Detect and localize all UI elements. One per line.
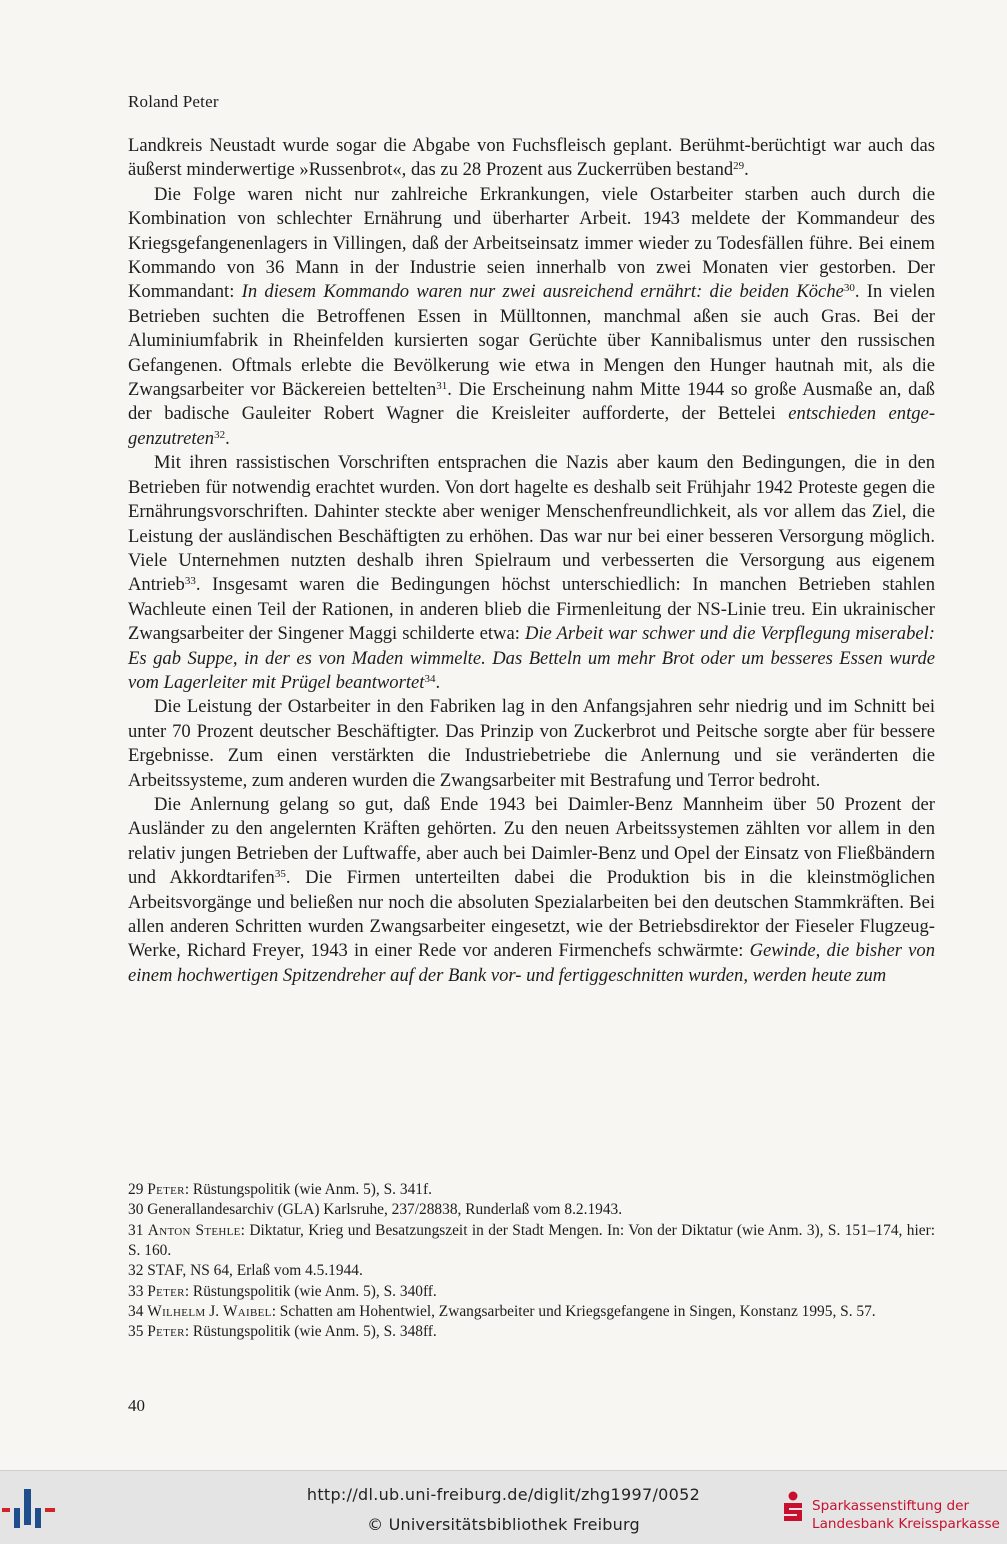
text-run: 35	[128, 1323, 148, 1341]
footnotes	[128, 1180, 935, 1343]
sparkasse-logo-icon	[780, 1491, 806, 1525]
text-run: . Die Erscheinung nahm Mitte 1944 so große Ausmaße an, daß der badische Gauleiter Robert Wagner die Kreisleiter aufforderte, der Bettelei	[128, 379, 935, 425]
footnote-ref: 29	[733, 160, 745, 173]
footnote-ref: 30	[843, 282, 855, 295]
text-run: 33	[128, 1282, 148, 1300]
permalink-url[interactable]: http://dl.ub.uni-freiburg.de/diglit/zhg1997/0052	[306, 1485, 701, 1504]
footnote	[128, 1302, 935, 1322]
text-run: .	[225, 427, 230, 449]
footnote-ref: 35	[274, 868, 286, 881]
author-name: Peter	[147, 1181, 185, 1198]
text-run: Die Anlernung gelang so gut, daß Ende 1943 bei Daimler-Benz Mannheim über 50 Prozent der Ausländer zu den angelernten Kräften gehörten. Zu den neuen Arbeitssystemen zählten vor allem in den relativ jungen Betrieben der Luftwaffe, aber auch bei Daimler-Benz und Opel der Einsatz von Fließbändern und Akkordtarifen	[128, 793, 935, 889]
text-run: Die Folge waren nicht nur zahlreiche Erkrankungen, viele Ostarbeiter starben auch durch die Kombination von schlechter Ernährung und überharter Arbeit. 1943 meldete der Kommandeur des Kriegsgefangenenlagers in Villingen, daß der Arbeitseinsatz immer wieder zu Todesfällen führe. Bei einem Kommando von 36 Mann in der Industrie seien innerhalb von zwei Monaten vier gestorben. Der Kommandant:	[128, 183, 935, 303]
text-run: 34	[128, 1302, 148, 1320]
text-run: .	[744, 159, 749, 181]
text-run: : Rüstungspolitik (wie Anm. 5), S. 340ff.	[184, 1282, 437, 1300]
footnote	[128, 1282, 935, 1302]
body-text	[128, 134, 935, 988]
author-name: Peter	[147, 1282, 185, 1300]
sponsor-line-2: Landesbank Kreissparkasse	[812, 1516, 1000, 1532]
footnote	[128, 1221, 935, 1261]
footnote-ref: 32	[214, 428, 226, 441]
author-name: Anton Stehle	[147, 1221, 241, 1239]
author-name: Waibel	[222, 1302, 272, 1320]
footnote-ref: 33	[184, 575, 196, 588]
paragraph	[128, 451, 935, 695]
text-run: . Die Firmen unterteilten dabei die Produktion bis in die kleinstmöglichen Arbeitsvorgänge und beließen nur noch die absoluten Spezialarbeiten bei den deutschen Stammkräften. Bei allen anderen Schritten wurden Zwangsarbeiter eingesetzt, wie der Betriebsdirektor der Fieseler Flugzeug-Werke, Richard Freyer, 1943 in einer Rede vor anderen Firmenchefs schwärmte:	[128, 867, 935, 962]
paragraph	[128, 695, 935, 793]
copyright-notice: © Universitätsbibliothek Freiburg	[367, 1515, 640, 1534]
footnote	[128, 1322, 935, 1342]
footnote	[128, 1200, 935, 1220]
quoted-text: In diesem Kommando waren nur zwei ausreichend ernährt: die beiden Köche	[241, 281, 844, 303]
text-run: : Schatten am Hohentwiel, Zwangsarbeiter und Kriegsgefangene in Singen, Konstanz 1995, S. 57.	[271, 1302, 876, 1320]
author-name: Peter	[147, 1323, 185, 1341]
author-name: Wilhelm	[147, 1302, 206, 1320]
quoted-text: Gewinde, die bisher von einem hochwertigen Spitzendreher auf der Bank vor- und fertiggeschnitten wurden, werden heute zum	[128, 940, 935, 986]
footnote	[128, 1180, 935, 1200]
page-number: 40	[128, 1396, 145, 1415]
text-run: 29	[128, 1181, 148, 1198]
text-run: : Rüstungspolitik (wie Anm. 5), S. 348ff.	[184, 1323, 437, 1341]
quoted-text: Die Arbeit war schwer und die Verpflegung miserabel: Es gab Suppe, in der es von Maden wimmelte. Das Betteln um mehr Brot oder um besseres Essen wurde vom Lagerleiter mit Prügel beantwortet	[128, 623, 935, 693]
text-run: 31	[128, 1221, 148, 1239]
footnote-ref: 34	[424, 672, 436, 685]
text-run: 32 STAF, NS 64, Erlaß vom 4.5.1944.	[128, 1262, 363, 1280]
text-run: Mit ihren rassistischen Vorschriften entsprachen die Nazis aber kaum den Bedingungen, die in den Betrieben für notwendig erachtet wurden. Von dort hagelte es deshalb seit Frühjahr 1942 Proteste gegen die Ernährungsvorschriften. Dahinter steckte aber weniger Menschenfreundlichkeit, als vor allem das Ziel, die Leistung der ausländischen Beschäftigten zu erhöhen. Das war nur bei einer besseren Versorgung möglich. Viele Unternehmen nutzten deshalb ihren Spielraum und verbesserten die Versorgung aus eigenem Antrieb	[128, 452, 935, 596]
text-run: J.	[205, 1302, 223, 1320]
text-run: Die Leistung der Ostarbeiter in den Fabriken lag in den Anfangsjahren sehr niedrig und im Schnitt bei unter 70 Prozent deutscher Beschäftigter. Das Prinzip von Zuckerbrot und Peitsche sorgte aber für bessere Ergebnisse. Zum einen verstärkten die Industriebetriebe die Anlernung und sie veränderten die Arbeitssysteme, zum anderen wurden die Zwangsarbeiter mit Bestrafung und Terror bedroht.	[128, 696, 935, 791]
text-run: . In vielen Betrieben suchten die Betroffenen Essen in Mülltonnen, manchmal aßen sie auch Gras. Bei der Aluminiumfabrik in Rheinfelden kursierten sogar Gerüchte über Kannibalismus unter den russischen Gefangenen. Oftmals erlebte die Bevölkerung wie etwa in Mengen den Hunger hautnah mit, als die Zwangsarbeiter vor Bäckereien bettelten	[128, 281, 935, 401]
paragraph	[128, 134, 935, 183]
text-run: 30 Generallandesarchiv (GLA) Karlsruhe, 237/28838, Runderlaß vom 8.2.1943.	[128, 1201, 623, 1219]
text-run: : Diktatur, Krieg und Besatzungszeit in der Stadt Mengen. In: Von der Diktatur (wie Anm. 3), S. 151–174, hier: S. 160.	[128, 1221, 936, 1259]
text-run: . Insgesamt waren die Bedingungen höchst unterschiedlich: In manchen Betrieben stahlen Wachleute einen Teil der Rationen, in anderen blieb die Firmenleitung der NS-Linie treu. Ein ukrainischer Zwangsarbeiter der Singener Maggi schilderte etwa:	[128, 574, 935, 645]
paragraph	[128, 793, 935, 988]
text-run: Landkreis Neustadt wurde sogar die Abgabe von Fuchsfleisch geplant. Berühmt-berüchtigt war auch das äußerst minderwertige »Russenbrot«, das zu 28 Prozent aus Zuckerrüben bestand	[128, 135, 935, 181]
paragraph	[128, 183, 935, 451]
sponsor-text	[812, 1497, 1000, 1533]
sponsor-line-1: Sparkassenstiftung der	[812, 1498, 970, 1514]
running-head: Roland Peter	[128, 92, 219, 111]
text-run: .	[435, 671, 441, 693]
quoted-text: entschieden entgegenzutreten	[128, 403, 936, 449]
footnote	[128, 1261, 935, 1281]
text-run: : Rüstungspolitik (wie Anm. 5), S. 341f.	[184, 1181, 432, 1198]
sponsor-block	[780, 1489, 1007, 1535]
viewer-footer	[0, 1470, 1007, 1544]
footnote-ref: 31	[436, 380, 448, 393]
